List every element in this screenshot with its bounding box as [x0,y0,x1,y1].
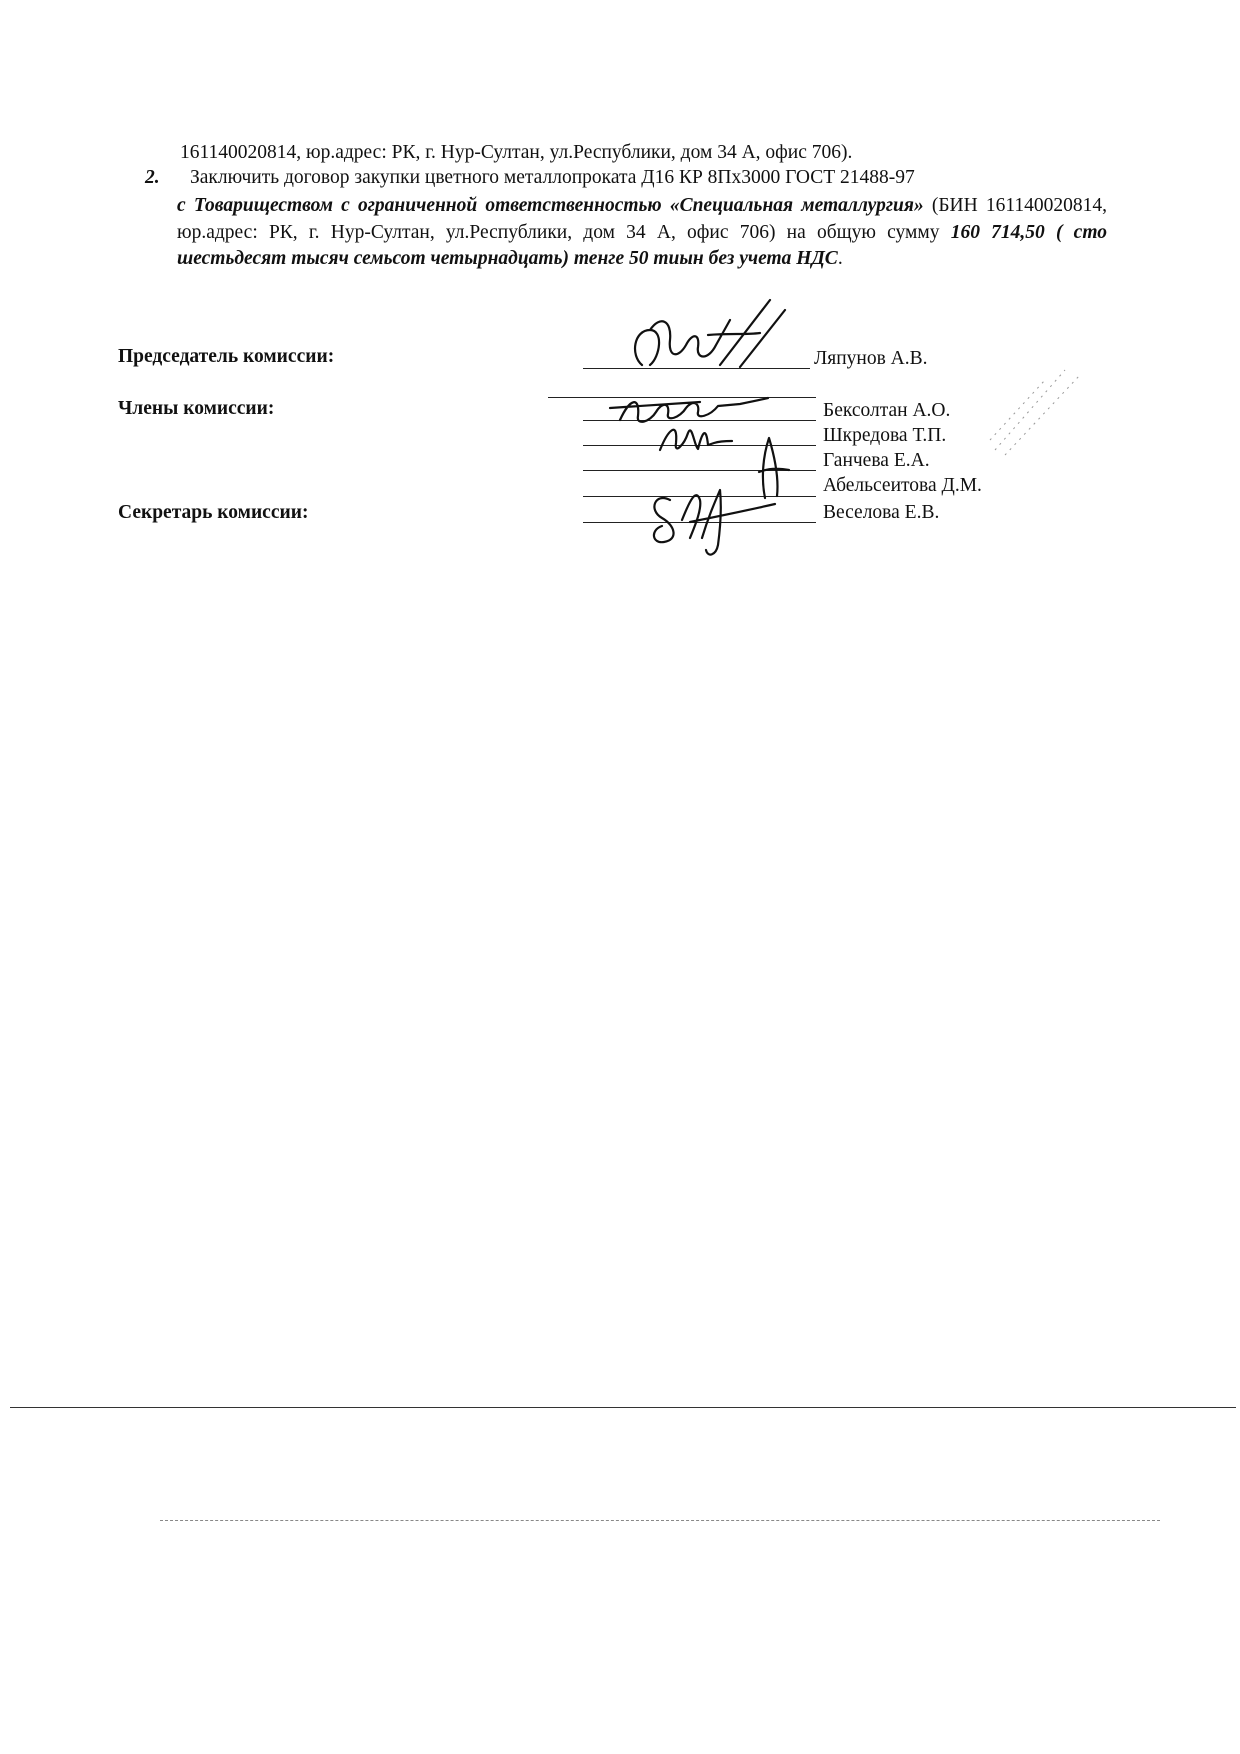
secretary-label: Секретарь комиссии: [118,502,309,523]
address-line: 161140020814, юр.адрес: РК, г. Нур-Султан, ул.Республики, дом 34 А, офис 706). [180,142,853,163]
org-details: (БИН 161140020814, юр.адрес: РК, г. Нур-Султан, ул.Республики, дом 34 А, офис 706) на общую сумму [177,195,1107,243]
item-paragraph [177,193,1107,273]
member-name: Ганчева Е.А. [823,450,930,471]
member-2-signature [650,415,740,460]
chairman-signature [620,295,790,385]
scan-artifact-speckle [985,350,1095,460]
member-name: Шкредова Т.П. [823,425,947,446]
org-name: с Товариществом с ограниченной ответственностью «Специальная металлургия» [177,195,924,216]
secretary-name: Веселова Е.В. [823,502,940,523]
members-label: Члены комиссии: [118,398,275,419]
paragraph-end: . [837,248,843,269]
item-first-line: Заключить договор закупки цветного металлопроката Д16 КР 8Пх3000 ГОСТ 21488-97 [190,167,915,188]
member-name: Абельсеитова Д.М. [823,475,982,496]
scan-artifact-line [10,1407,1236,1408]
chairman-name: Ляпунов А.В. [814,348,928,369]
member-name: Бексолтан А.О. [823,400,951,421]
scan-artifact-dots [160,1520,1160,1521]
contract-amount: 160 714,50 ( сто шестьдесят тысяч семьсот четырнадцать) тенге 50 тиын без учета НДС [177,221,1107,269]
secretary-signature [630,470,780,560]
chairman-label: Председатель комиссии: [118,346,335,367]
item-number: 2. [145,167,160,188]
